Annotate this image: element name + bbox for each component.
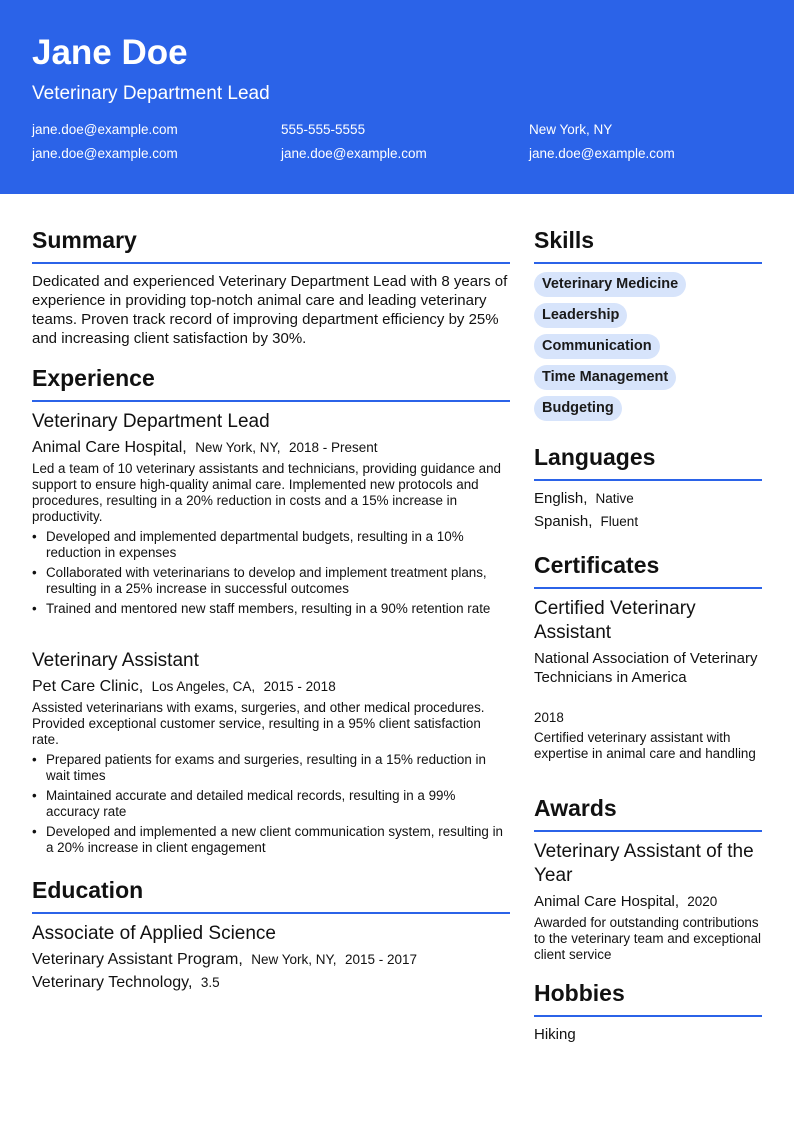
- skill-chip: Veterinary Medicine: [534, 272, 686, 297]
- job-bullet: • Trained and mentored new staff members, resulting in a 90% retention rate: [32, 601, 510, 617]
- job-meta: [32, 438, 378, 458]
- language-level: Native: [595, 491, 634, 506]
- degree-title: Associate of Applied Science: [32, 923, 276, 944]
- education-program: Veterinary Assistant Program,: [32, 951, 243, 968]
- certificate-org: National Association of Veterinary Technicians in America: [534, 650, 758, 686]
- job-dates: 2015 - 2018: [263, 679, 336, 694]
- certificate-title: Certified Veterinary Assistant: [534, 598, 696, 643]
- language-name: Spanish,: [534, 513, 593, 530]
- certificates-divider: [534, 587, 762, 589]
- job-bullet: • Maintained accurate and detailed medical records, resulting in a 99% accuracy rate: [32, 788, 510, 820]
- awards-heading: Awards: [534, 795, 617, 821]
- award-org: Animal Care Hospital,: [534, 893, 680, 910]
- award-title: Veterinary Assistant of the Year: [534, 841, 754, 886]
- skills-divider: [534, 262, 762, 264]
- languages-divider: [534, 479, 762, 481]
- summary-divider: [32, 262, 510, 264]
- education-field: Veterinary Technology,: [32, 974, 193, 991]
- skills-heading: Skills: [534, 227, 595, 253]
- job-bullet: • Prepared patients for exams and surgeries, resulting in a 15% reduction in wait times: [32, 752, 510, 784]
- job-description: Led a team of 10 veterinary assistants and technicians, providing guidance and support to ensure high-quality animal care. Implemented new protocols and procedures, resulting in a 20% reduction in costs and a 15% increase in productivity.: [32, 461, 501, 524]
- award-meta: [534, 892, 717, 911]
- language-item: [534, 489, 634, 508]
- contact-phone[interactable]: 555-555-5555: [281, 122, 366, 137]
- job-meta: [32, 677, 336, 697]
- certificate-year: 2018: [534, 710, 564, 725]
- skill-chip: Leadership: [534, 303, 627, 328]
- certificate-description: Certified veterinary assistant with expertise in animal care and handling: [534, 730, 756, 761]
- job-bullets: [32, 529, 510, 621]
- contact-email[interactable]: jane.doe@example.com: [32, 122, 178, 137]
- summary-heading: Summary: [32, 227, 137, 253]
- education-location: New York, NY,: [251, 952, 337, 967]
- job-bullets: [32, 752, 510, 860]
- skill-chip: Budgeting: [534, 396, 622, 421]
- job-company: Pet Care Clinic,: [32, 678, 144, 695]
- skill-chip: Communication: [534, 334, 660, 359]
- job-title: Veterinary Department Lead: [32, 411, 270, 432]
- job-company: Animal Care Hospital,: [32, 439, 187, 456]
- education-heading: Education: [32, 877, 144, 903]
- language-level: Fluent: [600, 514, 639, 529]
- award-year: 2020: [687, 894, 718, 909]
- summary-text: Dedicated and experienced Veterinary Department Lead with 8 years of experience in providing top-notch animal care and leading veterinary teams. Proven track record of improving department efficiency by 25% and increasing client satisfaction by 30%.: [32, 273, 508, 347]
- resume-header: [0, 0, 794, 194]
- languages-heading: Languages: [534, 444, 656, 470]
- contact-email-3[interactable]: jane.doe@example.com: [281, 146, 427, 161]
- job-dates: 2018 - Present: [288, 440, 378, 455]
- contact-location: New York, NY: [529, 122, 613, 137]
- education-gpa: 3.5: [200, 975, 220, 990]
- certificates-heading: Certificates: [534, 552, 660, 578]
- candidate-title: Veterinary Department Lead: [32, 83, 270, 104]
- job-location: New York, NY,: [195, 440, 281, 455]
- skill-chip: Time Management: [534, 365, 676, 390]
- experience-heading: Experience: [32, 365, 155, 391]
- award-description: Awarded for outstanding contributions to the veterinary team and exceptional client service: [534, 915, 762, 962]
- job-location: Los Angeles, CA,: [151, 679, 256, 694]
- candidate-name: Jane Doe: [32, 33, 188, 72]
- job-bullet: • Collaborated with veterinarians to develop and implement treatment plans, resulting in a 25% increase in successful outcomes: [32, 565, 510, 597]
- job-description: Assisted veterinarians with exams, surgeries, and other medical procedures. Provided exceptional customer service, resulting in a 95% client satisfaction rate.: [32, 700, 485, 747]
- hobby-item: Hiking: [534, 1026, 576, 1043]
- language-item: [534, 512, 638, 531]
- hobbies-heading: Hobbies: [534, 980, 625, 1006]
- job-bullet: • Developed and implemented a new client communication system, resulting in a 20% increase in client engagement: [32, 824, 510, 856]
- language-name: English,: [534, 490, 588, 507]
- contact-email-4[interactable]: jane.doe@example.com: [529, 146, 675, 161]
- hobbies-divider: [534, 1015, 762, 1017]
- job-bullet: • Developed and implemented departmental budgets, resulting in a 10% reduction in expenses: [32, 529, 510, 561]
- experience-divider: [32, 400, 510, 402]
- job-title: Veterinary Assistant: [32, 650, 199, 671]
- education-field-row: [32, 973, 220, 993]
- education-divider: [32, 912, 510, 914]
- awards-divider: [534, 830, 762, 832]
- contact-email-2[interactable]: jane.doe@example.com: [32, 146, 178, 161]
- education-dates: 2015 - 2017: [344, 952, 418, 967]
- education-meta: [32, 950, 417, 970]
